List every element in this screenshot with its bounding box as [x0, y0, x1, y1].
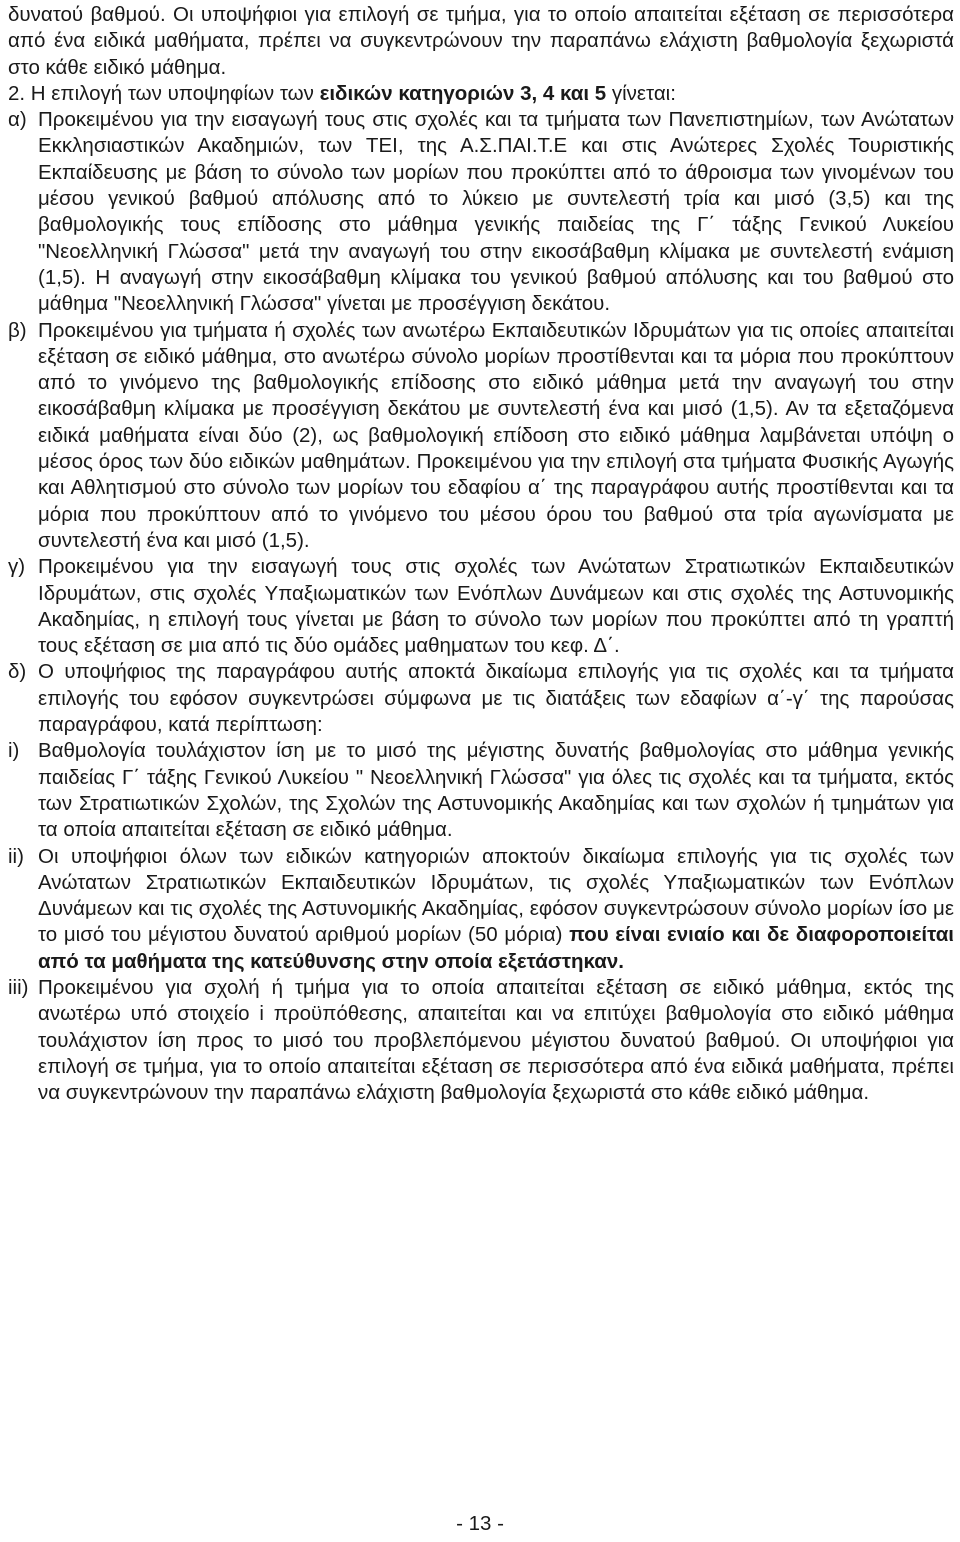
list-item-d — [8, 659, 954, 738]
list-item-marker: δ) — [8, 660, 27, 684]
list-item-text: Ο υποψήφιος της παραγράφου αυτής αποκτά δικαίωμα επιλογής για τις σχολές και τα τμήματα επιλογής του εφόσον συγκεντρώσει σύμφωνα με τις διατάξεις των εδαφίων α΄-γ΄ της παρούσας παραγράφου, κατά περίπτωση: — [38, 660, 954, 737]
list-item-text: Προκειμένου για την εισαγωγή τους στις σχολές και τα τμήματα των Πανεπιστημίων, των Ανώτατων Εκκλησιαστικών Ακαδημιών, των ΤΕΙ, της Α.Σ.ΠΑΙ.Τ.Ε και στις Ανώτερες Σχολές Τουριστικής Εκπαίδευσης με βάση το σύνολο των μορίων που προκύπτει από το άθροισμα των γινομένων του μέσου γενικού βαθμού απόλυσης από το λύκειο με συντελεστή τρία και μισό (3,5) και της βαθμολογικής τους επίδοσης στο μάθημα γενικής παιδείας της Γ΄ τάξης Γενικού Λυκείου "Νεοελληνική Γλώσσα" μετά την αναγωγή του στην εικοσάβαθμη κλίμακα με συντελεστή ενάμιση (1,5). Η αναγωγή στην εικοσάβαθμη κλίμακα του γενικού βαθμού απόλυσης και του βαθμού στο μάθημα "Νεοελληνική Γλώσσα" γίνεται με προσέγγιση δεκάτου. — [38, 108, 954, 316]
section-2-suffix: γίνεται: — [606, 81, 676, 105]
document-page — [8, 2, 954, 1106]
sub-item-iii — [8, 975, 954, 1106]
section-2-heading — [8, 81, 954, 107]
list-item-c — [8, 554, 954, 659]
sub-item-marker: iii) — [8, 975, 29, 999]
sub-item-marker: ii) — [8, 844, 24, 868]
sub-item-marker: i) — [8, 739, 20, 763]
sub-item-text-container — [38, 844, 954, 975]
section-2-bold: ειδικών κατηγοριών 3, 4 και 5 — [319, 81, 607, 105]
sub-item-text: Οι υποψήφιοι όλων των ειδικών κατηγοριών αποκτούν δικαίωμα επιλογής για τις σχολές των Ανώτατων Στρατιωτικών Εκπαιδευτικών Ιδρυμάτων, τις σχολές Υπαξιωματικών των Ενόπλων Δυνάμεων και τις σχολές της Αστυνομικής Ακαδημίας, εφόσον συγκεντρώσουν σύνολο μορίων ίσο με το μισό του μέγιστου δυνατού αριθμού μορίων (50 μόρια) — [38, 844, 954, 947]
section-2-prefix: 2. Η επιλογή των υποψηφίων των — [8, 81, 320, 105]
intro-paragraph: δυνατού βαθμού. Οι υποψήφιοι για επιλογή σε τμήμα, για το οποίο απαιτείται εξέταση σε περισσότερα από ένα ειδικά μαθήματα, πρέπει να συγκεντρώνουν την παραπάνω ελάχιστη βαθμολογία ξεχωριστά στο κάθε ειδικό μάθημα. — [8, 3, 954, 79]
list-item-text: Προκειμένου για τμήματα ή σχολές των ανωτέρω Εκπαιδευτικών Ιδρυμάτων για τις οποίες απαιτείται εξέταση σε ειδικό μάθημα, στο ανωτέρω σύνολο μορίων προστίθενται και τα μόρια που προκύπτουν από το γινόμενο της βαθμολογικής επίδοσης στο ειδικό μάθημα μετά την αναγωγή του στην εικοσάβαθμη κλίμακα με προσέγγιση δεκάτου με συντελεστή ένα και μισό (1,5). Αν τα εξεταζόμενα ειδικά μαθήματα είναι δύο (2), ως βαθμολογική επίδοση στο ειδικό μάθημα λαμβάνεται υπόψη ο μέσος όρος των δύο ειδικών μαθημάτων. Προκειμένου για την επιλογή στα τμήματα Φυσικής Αγωγής και Αθλητισμού στο σύνολο των μορίων του εδαφίου α΄ της παραγράφου αυτής προστίθενται και τα μόρια που προκύπτουν από το γινόμενο του μέσου όρου του βαθμού στα τρία αγωνίσματα με συντελεστή ένα και μισό (1,5). — [38, 318, 954, 552]
sub-item-text: Προκειμένου για σχολή ή τμήμα για το οποία απαιτείται εξέταση σε ειδικό μάθημα, εκτός της ανωτέρω υπό στοιχείο i προϋπόθεσης, απαιτείται και να επιτύχει βαθμολογία στο ειδικό μάθημα τουλάχιστον ίση προς το μισό του προβλεπόμενου μέγιστου δυνατού βαθμού. Οι υποψήφιοι για επιλογή σε τμήμα, για το οποίο απαιτείται εξέταση σε περισσότερα από ένα ειδικά μαθήματα, πρέπει να συγκεντρώνουν την παραπάνω ελάχιστη βαθμολογία ξεχωριστά στο κάθε ειδικό μάθημα. — [38, 975, 954, 1105]
list-item-marker: α) — [8, 108, 27, 132]
sub-item-i — [8, 738, 954, 843]
page-number: - 13 - — [456, 1512, 504, 1535]
sub-item-bold-text: που είναι ενιαίο και δε διαφοροποιείται από τα μαθήματα της κατεύθυνσης στην οποία εξετάστηκαν. — [38, 923, 954, 973]
list-item-marker: β) — [8, 318, 27, 342]
list-item-a — [8, 107, 954, 317]
sub-item-ii — [8, 844, 954, 975]
list-item-marker: γ) — [8, 555, 26, 579]
list-item-b — [8, 318, 954, 555]
sub-item-text: Βαθμολογία τουλάχιστον ίση με το μισό της μέγιστης δυνατής βαθμολογίας στο μάθημα γενικής παιδείας Γ΄ τάξης Γενικού Λυκείου " Νεοελληνική Γλώσσα" για όλες τις σχολές και τα τμήματα, εκτός των Στρατιωτικών Σχολών, της Σχολών της Αστυνομικής Ακαδημίας και των σχολών ή τμημάτων για τα οποία απαιτείται εξέταση σε ειδικό μάθημα. — [38, 739, 954, 842]
list-item-text: Προκειμένου για την εισαγωγή τους στις σχολές των Ανώτατων Στρατιωτικών Εκπαιδευτικών Ιδρυμάτων, στις σχολές Υπαξιωματικών των Ενόπλων Δυνάμεων και στις σχολές της Αστυνομικής Ακαδημίας, η επιλογή τους γίνεται με βάση το σύνολο των μορίων που προκύπτει από τη γραπτή τους εξέταση σε μια από τις δύο ομάδες μαθηματων του κεφ. Δ΄. — [38, 555, 954, 658]
